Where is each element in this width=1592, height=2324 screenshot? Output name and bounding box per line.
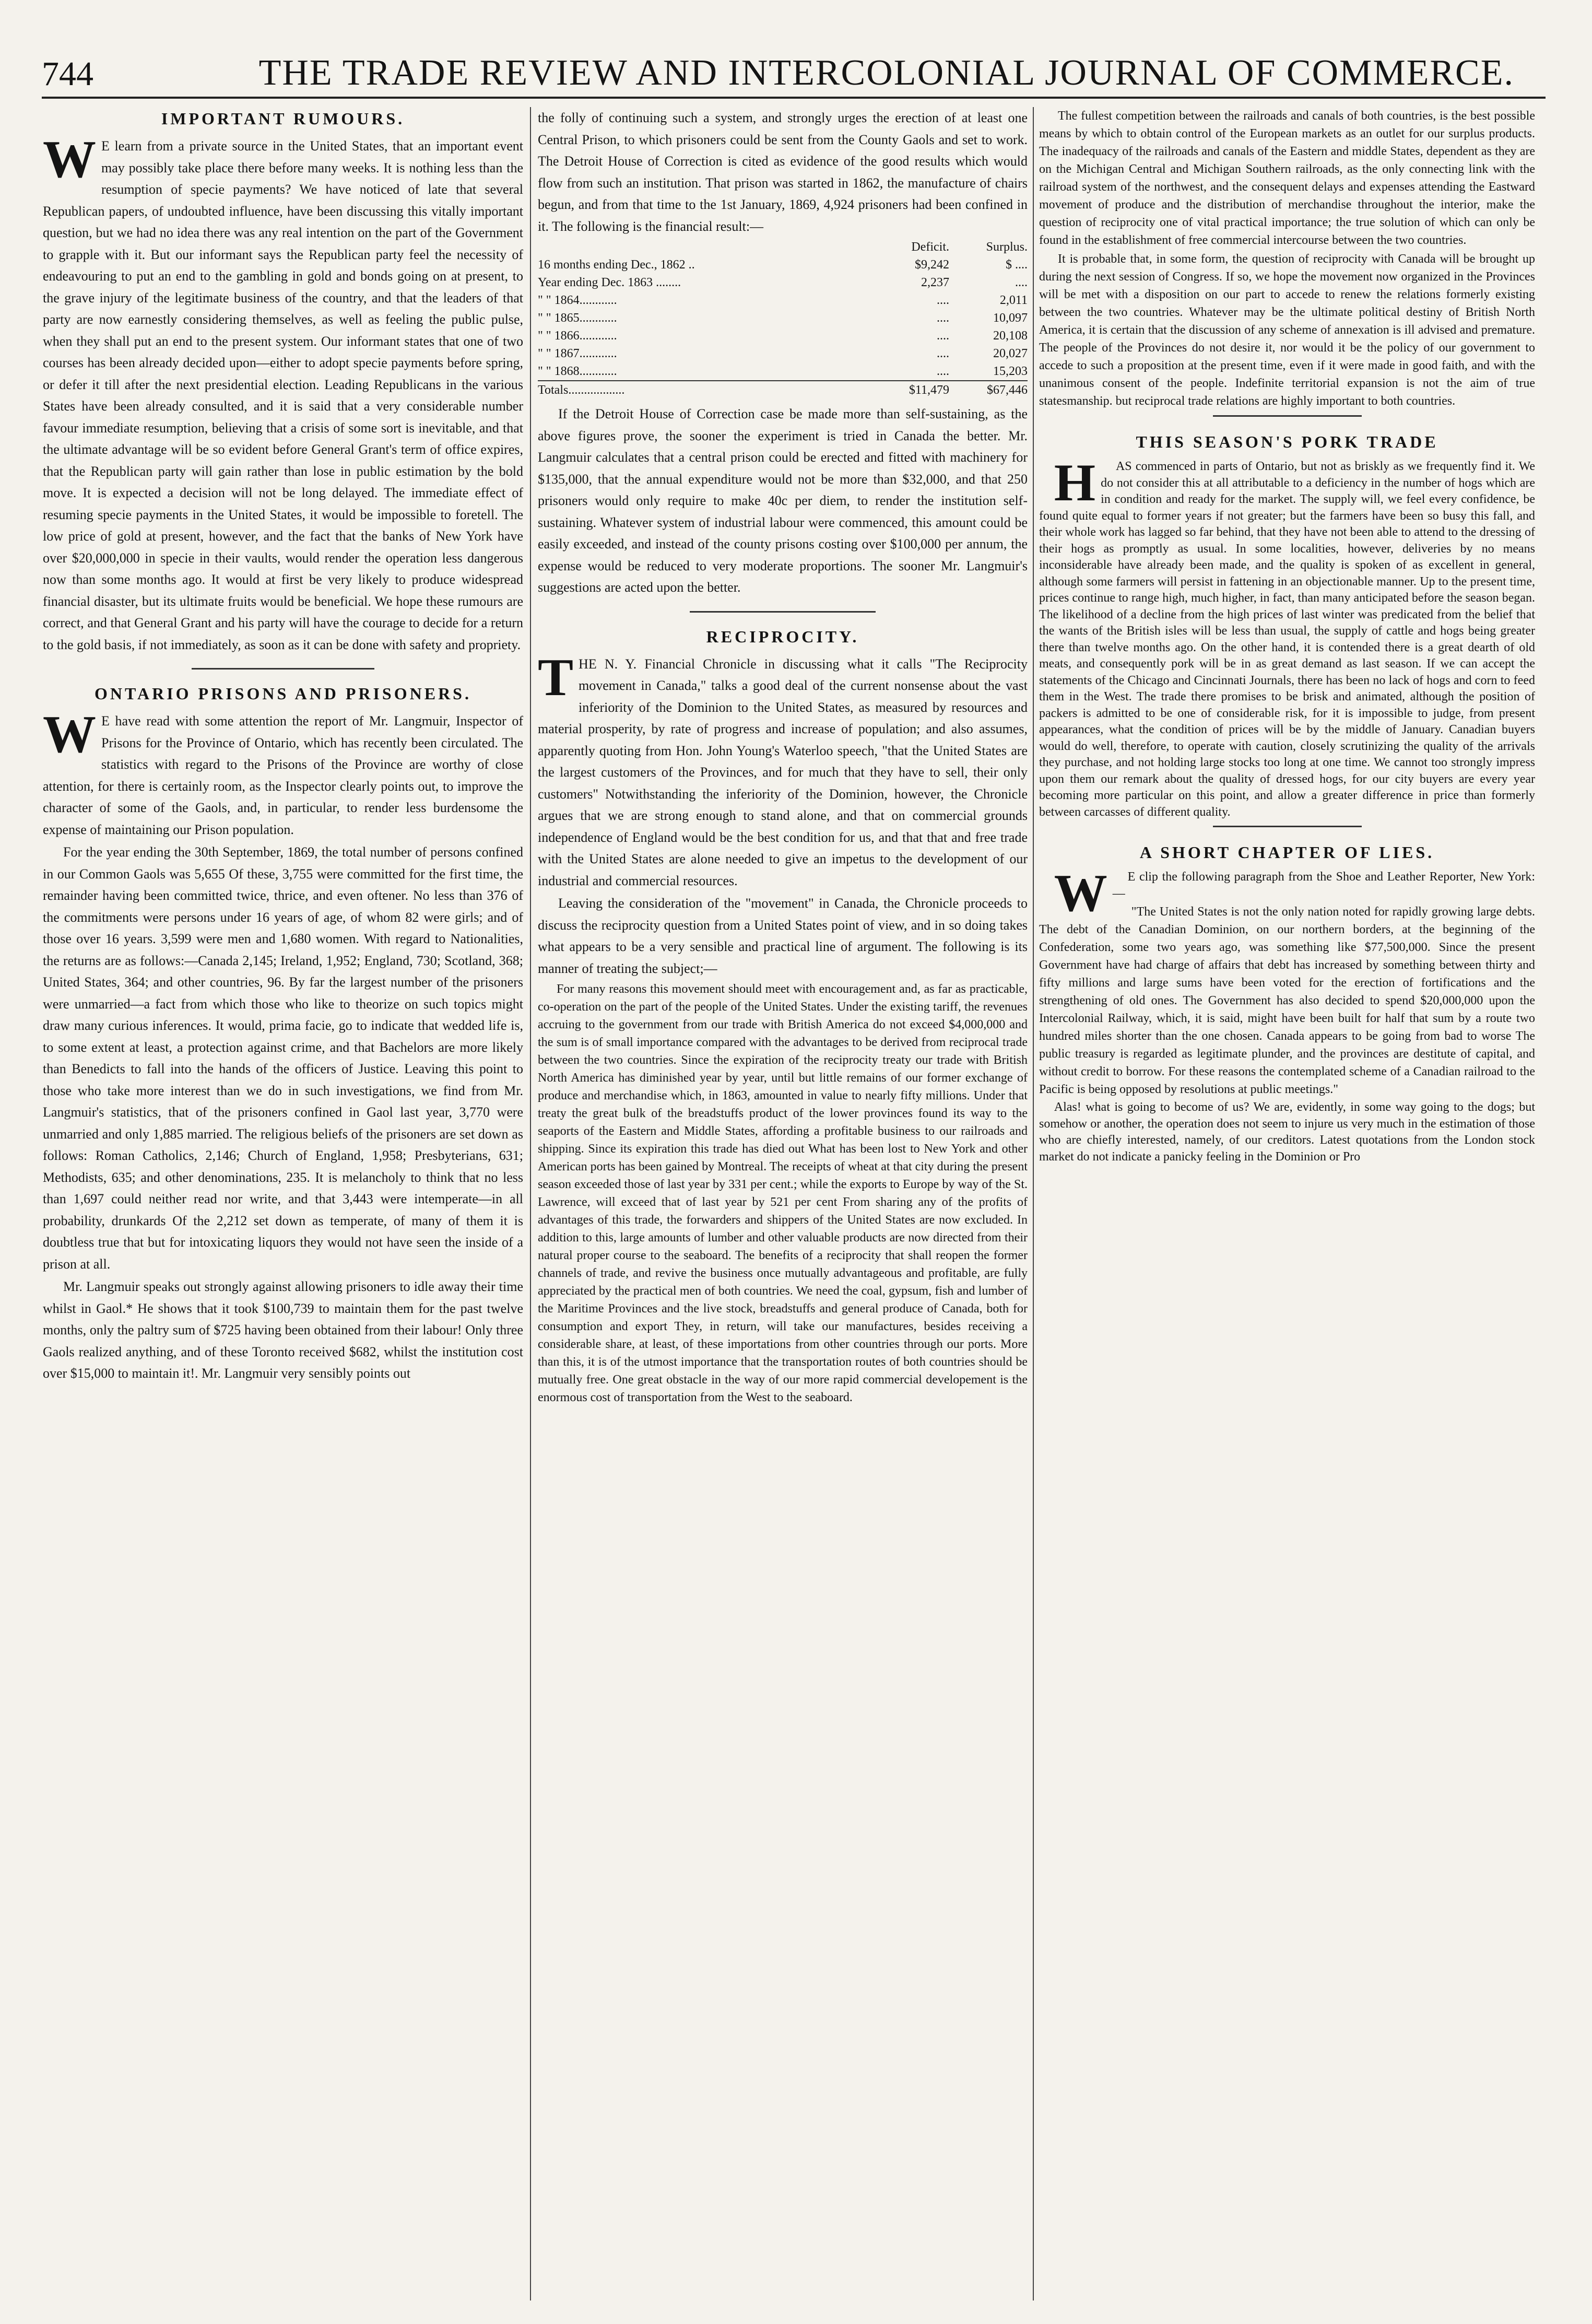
column-divider (1033, 107, 1034, 2300)
table-row: " " 1866............ .... 20,108 (538, 329, 1028, 343)
article-title: A SHORT CHAPTER OF LIES. (1139, 843, 1435, 862)
article-paragraph: For the year ending the 30th September, 1869, the total number of persons confined in our Common Gaols was 5,655 Of these, 3,755 were committed for the first time, the remainder having been committed twice, thrice, and even oftener. No less than 376 of the commitments were persons under 16 years of age, of whom 82 were girls; and of those over 16 years. 3,599 were men and 1,680 women. With regard to Nationalities, the returns are as follows:—Canada 2,145; Ireland, 1,952; England, 730; Scotland, 368; United States, 364; and other countries, 96. By far the largest number of the prisoners were unmarried—a fact from which those who like to theorize on such topics might draw many curious inferences. It would, prima facie, go to indicate that wedded life is, to some extent at least, a protection against crime, and that Bachelors are more likely than Benedicts to fall into the hands of the officers of Justice. Leaving this point to those who take more interest than we do in such investigations, we find from Mr. Langmuir's statistics, that of the prisoners confined in Gaol last year, 3,770 were unmarried and only 1,885 married. The religious beliefs of the prisoners are set down as follows: Roman Catholics, 2,146; Church of England, 1,958; Presbyterians, 631; Methodists, 635; and other denominations, 235. It is melancholy to think that no less than 1,697 could neither read nor write, and that 3,443 were intemperate—in all probability, drunkards Of the 2,212 set down as temperate, of many of them it is doubtless true that but for intoxicating liquors they would not have seen the inside of a prison at all. (43, 844, 523, 1272)
article-paragraph: W E have read with some attention the report of Mr. Langmuir, Inspector of Prisons for the Province of Ontario, which has recently been circulated. The statistics with regard to the Prisons of the Province are worthy of close attention, for there is certainly room, as the Inspector clearly points out, to improve the character of some of the Gaols, and, in particular, to render less burdensome the expense of maintaining our Prison population. (43, 705, 523, 837)
drop-cap: H (1054, 453, 1096, 512)
column-1 (43, 107, 523, 2306)
article-paragraph: W E learn from a private source in the United States, that an important event may possibly take place there before many weeks. It is nothing less than the resumption of specie payments? We have noticed of late that several Republican papers, of undoubted influence, have been discussing this vitally important question, but we had no idea there was any real intention on the part of the Government to grapple with it. But our informant says the Republican party feel the necessity of endeavouring to put an end to the gambling in gold and bonds going on at present, to the grave injury of the legitimate business of the country, and that the leaders of that party are now earnestly considering themselves, as well as feeling the public pulse, when they shall put an end to the present system. Our informant states that one of two courses has been already decided upon—either to adopt specie payments before spring, or defer it till after the next presidential election. Leading Republicans in the various States have been already consulted, and it is said that a very considerable number favour immediate resumption, believing that a crisis of some sort is inevitable, and that the ultimate advantage will be so evident before General Grant's term of office expires, that the Republican party will gain rather than lose in public estimation by the bold move. It is expected a decision will not be long delayed. The immediate effect of resuming specie payments in the United States, it would be impossible to foretell. The low price of gold at present, however, and the fact that the banks of New York have over $20,000,000 in specie in their vaults, would render the operation less dangerous now than some months ago. It would at first be very likely to produce widespread financial disaster, but its ultimate fruits would be beneficial. We hope these rumours are correct, and that General Grant and his party will have the courage to decide for a return to the gold basis, if not immediately, as soon as it can be done with safety and propriety. (43, 130, 523, 652)
article-paragraph: H AS commenced in parts of Ontario, but not as briskly as we frequently find it. We do not consider this at all attributable to a deficiency in the number of hogs which are in condition and ready for the market. The supply will, we feel every confidence, be found quite equal to former years if not greater; but the farmers have been so busy this fall, and their whole work has lagged so far behind, that they have not been able to attend to the dressing of their hogs as promptly as usual. In some localities, however, deliveries by no means inconsiderable have already been made, and the quality is spoken of as excellent in general, although some farmers will persist in fattening in an objectionable manner. Up to the present time, prices continue to range high, much higher, in fact, than many anticipated before the season began. The likelihood of a decline from the high prices of last winter was predicated from the belief that the wants of the British isles will be less than usual, the supply of cattle and hogs being greater there than twelve months ago. On the other hand, it is contended there is a great dearth of old meats, and consequently pork will be in as great demand as last season. If we can accept the statements of the Chicago and Cincinnati Journals, there has been no lack of hogs and corn to feed them in the West. The trade there promises to be brisk and animated, although the position of packers is admitted to be one of considerable risk, for it is impossible to judge, from present appearances, what the condition of prices will be by the middle of January. Canadian buyers would do well, therefore, to operate with caution, closely scrutinizing the quality of the arrivals they purchase, and not holding large stocks too long at one time. We cannot too strongly impress upon them our remark about the quality of dressed hogs, for our city buyers are every year becoming more particular on this point, and allow a greater difference in price than formerly between carcasses of different quality. (1039, 453, 1535, 819)
page-header (42, 50, 1546, 99)
article-paragraph: the folly of continuing such a system, and strongly urges the erection of at least one Central Prison, to which prisoners could be sent from the County Gaols and set to work. The Detroit House of Correction is cited as evidence of the good results which would flow from such an institution. That prison was started in 1862, the manufacture of chairs begun, and from that time to the 1st January, 1869, 4,924 prisoners had been confined in it. The following is the financial result:— (538, 110, 1028, 234)
article-separator (690, 611, 876, 613)
table-row: Year ending Dec. 1863 ........ 2,237 .... (538, 276, 1028, 289)
column-3 (1039, 107, 1535, 2306)
article-reciprocity (538, 625, 1028, 1407)
article-title: ONTARIO PRISONS AND PRISONERS. (95, 684, 471, 703)
drop-cap: W (43, 130, 96, 189)
article-separator (1213, 415, 1362, 417)
article-pork-trade (1039, 430, 1535, 820)
article-short-chapter-of-lies (1039, 841, 1535, 1165)
table-row: " " 1867............ .... 20,027 (538, 347, 1028, 360)
article-title: RECIPROCITY. (706, 627, 859, 646)
article-paragraph: If the Detroit House of Correction case be made more than self-sustaining, as the above figures prove, the sooner the experiment is tried in Canada the better. Mr. Langmuir calculates that a central prison could be erected and fitted with machinery for $135,000, that the annual expenditure would not be more than $32,000, and that 250 prisoners would only require to make 40c per diem, to render the institution self-sustaining. Whatever system of industrial labour were commenced, this amount could be easily exceeded, and instead of the county prisons costing over $100,000 per annum, the expense would be reduced to very moderate proportions. The sooner Mr. Langmuir's suggestions are acted upon the better. (538, 406, 1028, 595)
article-title: THIS SEASON'S PORK TRADE (1136, 432, 1438, 451)
column-divider (530, 107, 531, 2300)
article-paragraph: Mr. Langmuir speaks out strongly against allowing prisoners to idle away their time whilst in Gaol.* He shows that it took $100,739 to maintain them for the past twelve months, only the paltry sum of $725 having been obtained from their labour! Only three Gaols realized anything, and of these Toronto received $682, whilst the institution cost over $15,000 to maintain it!. Mr. Langmuir very sensibly points out (43, 1279, 523, 1381)
quoted-passage: "The United States is not the only nation noted for rapidly growing large debts. The debt of the Canadian Dominion, on our northern borders, at the beginning of the Confederation, some two years ago, was something like $77,500,000. Since the present Government have had charge of affairs that debt has increased by something between thirty and fifty millions and large sums have been voted for the erection of fortifications and the strengthening of old ones. The Government has also decided to spend $20,000,000 upon the Intercolonial Railway, which, it is said, might have been built for half that sum by a route two hundred miles shorter than the one chosen. Canada appears to be going from bad to worse The public treasury is regarded as legitimate plunder, and the provinces are destitute of capital, and without credit to borrow. For these reasons the contemplated scheme of a Canadian railroad to the Pacific is being opposed by resolutions at public meetings." (1039, 905, 1535, 1096)
article-paragraph: THE N. Y. Financial Chronicle in discussing what it calls "The Reciprocity movement in Canada," talks a good deal of the current nonsense about the vast inferiority of the Dominion to the United States, as measured by resources and material prosperity, by rate of progress and increase of population; and also assumes, apparently quoting from Hon. John Young's Waterloo speech, "that the United States are the largest customers of the Provinces, and for much that they have to sell, their only customers" Notwithstanding the inferiority of the Dominion, however, the Chronicle argues that we are strong enough to stand alone, and that on commercial grounds independence of England would be the best condition for us, and that that and free trade with the United States are alone needed to give an impetus to the development of our industrial and commercial resources. (538, 648, 1028, 888)
journal-title: THE TRADE REVIEW AND INTERCOLONIAL JOURNAL OF COMMERCE. (258, 53, 1514, 93)
table-row: " " 1865............ .... 10,097 (538, 311, 1028, 325)
article-separator (192, 668, 374, 670)
article-paragraph: Alas! what is going to become of us? We are, evidently, in some way going to the dogs; but somehow or another, the operation does not seem to injure us very much in the estimation of those who are chiefly interested, namely, of our creditors. Latest quotations from the London stock market do not indicate a panicky feeling in the Dominion or Pro (1039, 1100, 1535, 1164)
article-paragraph: Leaving the consideration of the "movement" in Canada, the Chronicle proceeds to discuss the reciprocity question from a United States point of view, and in so doing takes what appears to be a very sensible and practical line of argument. The following is its manner of treating the subject;— (538, 896, 1028, 976)
drop-cap: W (1054, 864, 1107, 923)
quoted-passage: It is probable that, in some form, the question of reciprocity with Canada will be brought up during the next session of Congress. If so, we hope the movement now organized in the Provinces will be met with a disposition on our part to accede to renew the relations formerly existing between the two countries. Whatever may be the ultimate political destiny of British North America, it is certain that the discussion of any scheme of annexation is ill advised and premature. The people of the Provinces do not desire it, nor would it be the policy of our government to accede to such a proposition at the present time, even if it were made in good faith, and with the unanimous consent of the people. Indefinite territorial expansion is not the aim of true statesmanship. but reciprocal trade relations are highly important to both countries. (1039, 252, 1535, 408)
table-row: 16 months ending Dec., 1862 .. $9,242 $ .... (538, 258, 1028, 272)
financial-result-table (538, 238, 1028, 399)
table-row: " " 1864............ .... 2,011 (538, 294, 1028, 307)
article-title: IMPORTANT RUMOURS. (161, 109, 405, 128)
quoted-passage: The fullest competition between the railroads and canals of both countries, is the best possible means by which to obtain control of the European markets as an outlet for our surplus products. The inadequacy of the railroads and canals of the Eastern and middle States, dependent as they are on the Michigan Central and Michigan Southern railroads, as the only connecting link with the railroad system of the northwest, and the consequent delays and expenses attending the Eastward movement of produce and the distribution of merchandise throughout the interior, make the question of reciprocity one of vital practical importance; the true solution of which can only be found in the establishment of free commercial intercourse between the two countries. (1039, 109, 1535, 247)
article-paragraph: W E clip the following paragraph from the Shoe and Leather Reporter, New York:— (1039, 869, 1535, 902)
quoted-passage: For many reasons this movement should meet with encouragement and, as far as practicable, co-operation on the part of the people of the United States. Under the existing tariff, the revenues accruing to the government from our trade with British America do not exceed $4,000,000 and the sum is of small importance compared with the advantages to be derived from reciprocal trade between the two countries. Since the expiration of the reciprocity treaty our trade with British North America has diminished year by year, until but little remains of our former exchange of produce and merchandise which, in 1863, amounted in value to nearly fifty millions. Under that treaty the great bulk of the breadstuffs product of the lower provinces found its way to the seaports of the Eastern and Middle States, affording a profitable business to our railroads and shipping. Since its expiration this trade has died out What has been lost to New York and other American ports has been gained by Montreal. The receipts of wheat at that city during the present season exceeded those of last year by 331 per cent.; while the exports to Europe by way of the St. Lawrence, will exceed that of last year by 521 per cent From sharing any of the profits of advantages of this trade, the forwarders and shippers of the United States are now excluded. In addition to this, large amounts of lumber and other valuable products are now directed from their natural proper course to the seaboard. The benefits of a reciprocity that shall reopen the former channels of trade, and revive the business once mutually advantageous and profitable, are fully appreciated by the practical men of both countries. We need the coal, gypsum, fish and lumber of the Maritime Provinces and the live stock, breadstuffs and general produce of Canada, both for consumption and export They, in return, will take our manufactures, besides receiving a considerable share, at least, of these importations from other countries through our ports. More than this, it is of the utmost importance that the transportation routes of both countries should be mutually free. One great obstacle in the way of our more rapid commercial developement is the enormous cost of transportation from the West to the seaboard. (538, 982, 1028, 1404)
article-separator (1213, 826, 1362, 827)
article-important-rumours (43, 107, 523, 655)
table-row: " " 1868............ .... 15,203 (538, 365, 1028, 378)
table-totals-row: Totals.................. $11,479 $67,446 (538, 381, 1028, 399)
drop-cap: W (43, 705, 96, 764)
table-header: Deficit. (911, 240, 949, 254)
column-2 (538, 107, 1028, 2306)
table-header: Surplus. (986, 240, 1028, 254)
article-ontario-prisons (43, 682, 523, 1384)
page-number: 744 (42, 55, 93, 93)
drop-cap: T (538, 648, 574, 707)
